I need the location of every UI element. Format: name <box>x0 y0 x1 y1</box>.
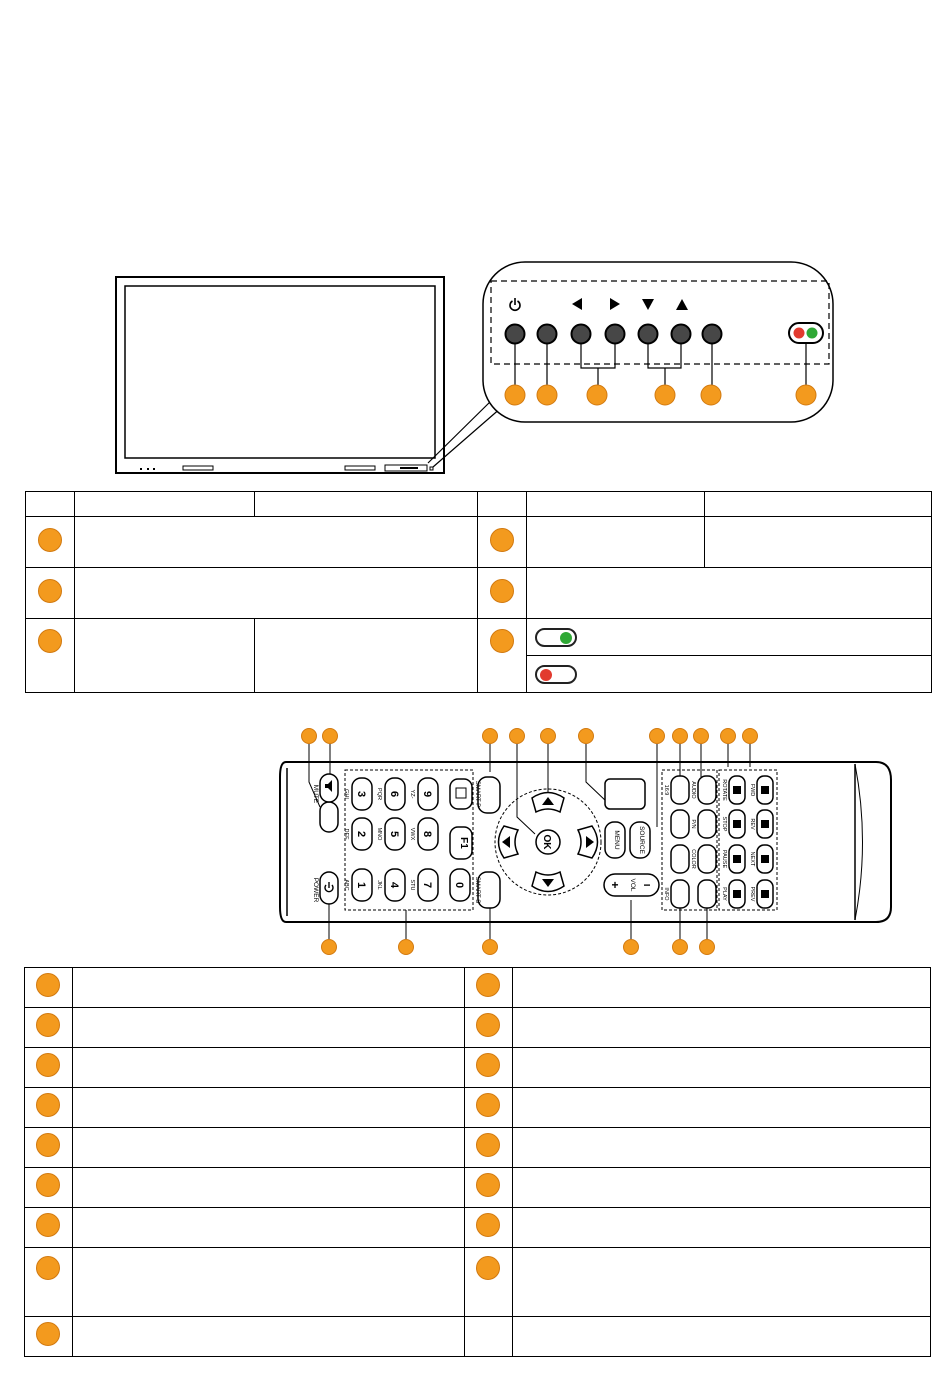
smart-s-label: SMART S <box>474 876 480 904</box>
digit-letters: PQR <box>376 788 382 800</box>
smart-s-button[interactable] <box>478 872 500 908</box>
vol-minus-label: − <box>643 878 651 892</box>
source-label: SOURCE <box>638 826 645 854</box>
rotate-button[interactable] <box>729 776 745 804</box>
led-green-indicator <box>535 628 577 647</box>
panel-button-7[interactable] <box>703 325 722 344</box>
callout-dot <box>476 1133 500 1157</box>
panel-button-2[interactable] <box>538 325 557 344</box>
rev-button-label: REV <box>749 818 755 830</box>
callout-dot <box>36 1256 60 1280</box>
vol-label: VOL <box>629 878 636 892</box>
smart-p-button[interactable] <box>478 777 500 813</box>
remote-table <box>24 967 931 1357</box>
digit-letters: YZ- <box>409 789 415 799</box>
dpad-up-button[interactable] <box>532 793 564 813</box>
digit-key-5[interactable] <box>385 818 405 850</box>
panel-table <box>25 491 932 693</box>
digit-letters: DEF <box>343 828 349 840</box>
callout-dot <box>476 1173 500 1197</box>
info-button[interactable] <box>671 880 689 908</box>
rewind-icon <box>761 820 769 828</box>
prev-button-label: PREV <box>749 886 755 902</box>
next-icon <box>761 855 769 863</box>
svg-text:1: 1 <box>355 881 367 889</box>
svg-text:7: 7 <box>421 881 433 889</box>
pn-button-label: P/N <box>690 819 696 829</box>
callout-dot <box>490 528 514 552</box>
stop-button[interactable] <box>729 810 745 838</box>
callout-dot <box>476 1013 500 1037</box>
svg-text:F1: F1 <box>458 837 469 849</box>
table-row <box>26 619 932 656</box>
callout-dot <box>36 1053 60 1077</box>
play-icon <box>733 890 741 898</box>
panel-diagram <box>110 255 840 480</box>
audio-button[interactable] <box>698 776 716 804</box>
table-row <box>25 1317 931 1357</box>
ratio-button[interactable] <box>671 776 689 804</box>
next-button[interactable] <box>757 845 773 873</box>
remote-oval-button[interactable] <box>605 779 645 809</box>
prev-button[interactable] <box>757 880 773 908</box>
smart-p-label: SMART P <box>474 780 480 808</box>
play-button[interactable] <box>729 880 745 908</box>
remote-button-1[interactable] <box>320 802 338 832</box>
table-row <box>26 492 932 517</box>
panel-power-button[interactable] <box>506 325 525 344</box>
digit-key-8[interactable] <box>418 818 438 850</box>
sleep-button[interactable] <box>671 845 689 873</box>
callout-dot <box>36 1133 60 1157</box>
dpad-down-button[interactable] <box>532 872 564 892</box>
callout-dot <box>476 1213 500 1237</box>
svg-text:6: 6 <box>388 790 400 798</box>
digit-letters: VWX <box>409 827 415 841</box>
digit-letters: STU <box>409 879 415 891</box>
color-button-label: COLOR <box>690 849 696 869</box>
ok-button[interactable] <box>536 830 560 854</box>
fast-forward-icon <box>761 786 769 794</box>
svg-text:3: 3 <box>355 790 367 798</box>
table-row <box>25 1088 931 1128</box>
table-row <box>25 968 931 1008</box>
mute-label: MUTE <box>312 784 319 804</box>
panel-up-button[interactable] <box>672 325 691 344</box>
table-row <box>25 1248 931 1317</box>
next-button-label: NEXT <box>749 851 755 867</box>
remote-top-dots <box>302 729 758 744</box>
digit-key-0[interactable] <box>450 869 470 901</box>
info-button-label: INFO <box>663 887 669 901</box>
table-row <box>25 1208 931 1248</box>
callout-dot <box>476 1256 500 1280</box>
callout-dot <box>36 1173 60 1197</box>
digit-key-9[interactable] <box>418 778 438 810</box>
callout-dot <box>38 528 62 552</box>
panel-led <box>789 323 823 343</box>
table-row <box>25 1168 931 1208</box>
list-button[interactable] <box>450 779 472 809</box>
svg-text:4: 4 <box>388 881 400 889</box>
stop-button-label: STOP <box>721 816 727 832</box>
rev-button[interactable] <box>757 810 773 838</box>
color-button[interactable] <box>698 845 716 873</box>
callout-dot <box>36 1322 60 1346</box>
fwd-button[interactable] <box>757 776 773 804</box>
pause-button[interactable] <box>729 845 745 873</box>
power-button[interactable] <box>320 872 338 904</box>
digit-key-6[interactable] <box>385 778 405 810</box>
callout-dot <box>36 1213 60 1237</box>
f1-button[interactable] <box>450 827 472 859</box>
mute-button[interactable] <box>320 774 338 802</box>
pn-button[interactable] <box>698 810 716 838</box>
pause-icon <box>733 855 741 863</box>
play-button-label: PLAY <box>721 887 727 901</box>
digit-letters: GHI <box>343 789 349 799</box>
subtitle-button[interactable] <box>671 810 689 838</box>
callout-dot <box>476 1053 500 1077</box>
svg-text:9: 9 <box>421 790 433 798</box>
vol-plus-label: + <box>611 878 619 892</box>
callout-dot <box>36 1093 60 1117</box>
callout-dot <box>38 629 62 653</box>
monitor-screen <box>125 286 435 458</box>
table-row <box>25 1048 931 1088</box>
svg-text:5: 5 <box>388 830 400 838</box>
svg-text:0: 0 <box>453 881 465 889</box>
table-row <box>26 568 932 619</box>
digit-key-4[interactable] <box>385 869 405 901</box>
panel-right-button[interactable] <box>606 325 625 344</box>
callout-dot <box>476 973 500 997</box>
digit-letters: MNO <box>376 827 382 841</box>
fwd-button-label: FWD <box>749 783 755 797</box>
remote-diagram <box>270 722 900 962</box>
menu-label: MENU <box>613 830 620 850</box>
rotate-icon <box>733 786 741 794</box>
digit-key-7[interactable] <box>418 869 438 901</box>
callout-dot <box>36 973 60 997</box>
rotate-button-label: ROTATE <box>721 779 727 801</box>
svg-text:8: 8 <box>421 830 433 838</box>
panel-down-button[interactable] <box>639 325 658 344</box>
digit-key-1[interactable] <box>352 869 372 901</box>
pause-button-label: PAUSE <box>721 849 727 869</box>
led-red-indicator <box>535 665 577 684</box>
prev-icon <box>761 890 769 898</box>
svg-text:OK: OK <box>541 834 552 850</box>
callout-dot <box>490 629 514 653</box>
callout-dot <box>490 579 514 603</box>
panel-left-button[interactable] <box>572 325 591 344</box>
power-label: POWER <box>312 877 319 903</box>
ratio-button-label: 16:9 <box>663 784 669 796</box>
stop-icon <box>733 820 741 828</box>
table-row <box>25 1008 931 1048</box>
callout-dot <box>476 1093 500 1117</box>
callout-dot <box>36 1013 60 1037</box>
dpad-right-button[interactable] <box>578 826 598 858</box>
table-row <box>25 1128 931 1168</box>
dpad-left-button[interactable] <box>499 826 519 858</box>
audio-button-label: AUDIO <box>690 781 696 799</box>
callout-dot <box>38 579 62 603</box>
digit-key-2[interactable] <box>352 818 372 850</box>
digit-key-3[interactable] <box>352 778 372 810</box>
digit-letters: JKL <box>376 880 382 890</box>
remote-bottom-dots <box>322 940 715 955</box>
table-row <box>26 517 932 568</box>
digit-letters: ABC <box>343 879 349 891</box>
function-button[interactable] <box>698 880 716 908</box>
svg-text:2: 2 <box>355 830 367 838</box>
